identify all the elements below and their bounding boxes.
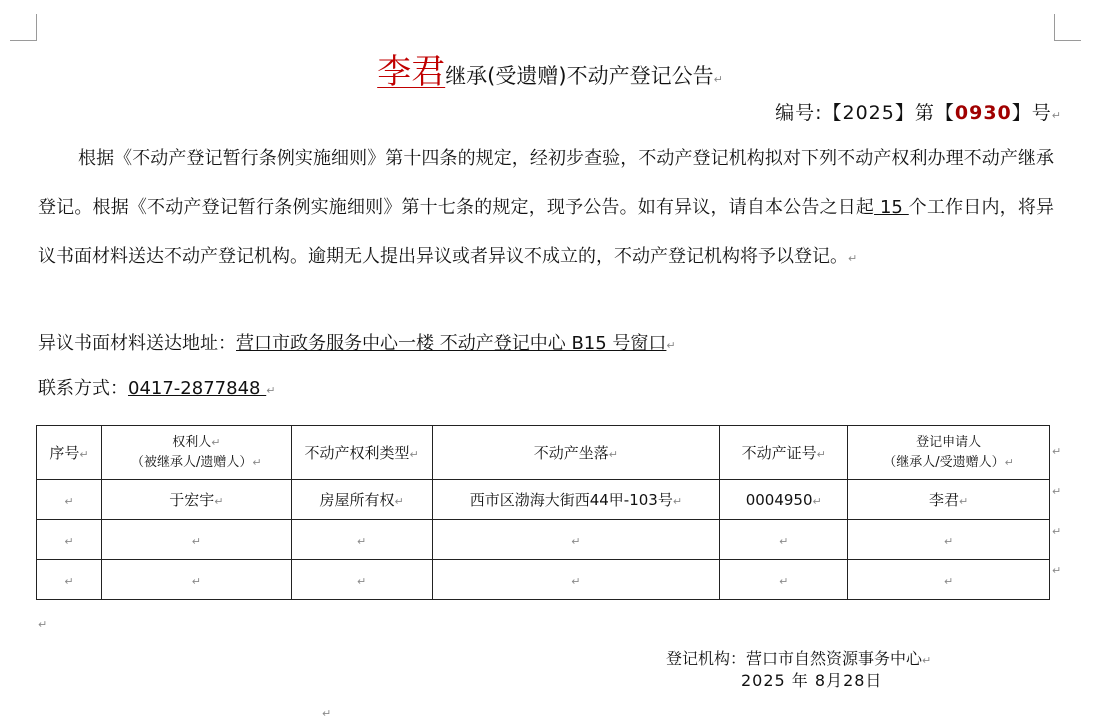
header-applicant: 登记申请人 （继承人/受遗赠人）↵ bbox=[848, 426, 1050, 480]
row-end-mark-icon: ↵ bbox=[1052, 445, 1062, 458]
empty-cell: ↵ bbox=[432, 520, 720, 560]
docno-mid: 】第【 bbox=[894, 102, 955, 124]
title-name: 李君 bbox=[377, 52, 446, 92]
docno-year: 2025 bbox=[842, 102, 895, 124]
cell-holder: 于宏宇↵ bbox=[101, 480, 291, 520]
empty-cell: ↵ bbox=[291, 520, 432, 560]
docno-number: 0930 bbox=[954, 102, 1012, 124]
table-row bbox=[37, 480, 1050, 520]
property-table bbox=[36, 425, 1050, 600]
header-holder: 权利人↵ （被继承人/遗赠人）↵ bbox=[101, 426, 291, 480]
title-text: 继承(受遗赠)不动产登记公告 bbox=[445, 64, 714, 88]
empty-cell: ↵ bbox=[848, 520, 1050, 560]
row-end-mark-icon: ↵ bbox=[1052, 485, 1062, 498]
paragraph-mark-icon: ↵ bbox=[38, 618, 48, 631]
cell-right-type: 房屋所有权↵ bbox=[291, 480, 432, 520]
page-corner-mark-top-right bbox=[1054, 14, 1081, 41]
objection-address-line bbox=[38, 329, 676, 355]
address-label: 异议书面材料送达地址： bbox=[38, 333, 236, 354]
header-cert-no: 不动产证号↵ bbox=[720, 426, 848, 480]
empty-cell: ↵ bbox=[848, 560, 1050, 600]
empty-cell: ↵ bbox=[720, 560, 848, 600]
header-location: 不动产坐落↵ bbox=[432, 426, 720, 480]
row-end-mark-icon: ↵ bbox=[1052, 564, 1062, 577]
table-row-empty bbox=[37, 560, 1050, 600]
body-text-part1: 根据《不动产登记暂行条例实施细则》第十四条的规定，经初步查验，不动产登记机构拟对下列不动产权利办理不动产继承登记。根据《不动产登记暂行条例实施细则》第十七条的规定，现予公告。如有异议，请自本公告之日起 bbox=[38, 148, 1054, 218]
empty-cell: ↵ bbox=[101, 560, 291, 600]
docno-prefix: 编号:【 bbox=[775, 102, 843, 124]
contact-label: 联系方式： bbox=[38, 378, 128, 399]
header-seq: 序号↵ bbox=[37, 426, 102, 480]
empty-cell: ↵ bbox=[720, 520, 848, 560]
table-header-row bbox=[37, 426, 1050, 480]
page-corner-mark-top-left bbox=[10, 14, 37, 41]
paragraph-mark-icon: ↵ bbox=[848, 252, 858, 265]
paragraph-mark-icon: ↵ bbox=[666, 339, 676, 352]
row-end-mark-icon: ↵ bbox=[1052, 525, 1062, 538]
empty-cell: ↵ bbox=[37, 520, 102, 560]
address-value: 营口市政务服务中心一楼 不动产登记中心 B15 号窗口 bbox=[236, 333, 667, 354]
empty-cell: ↵ bbox=[291, 560, 432, 600]
paragraph-mark-icon: ↵ bbox=[1051, 109, 1062, 122]
notice-body-paragraph bbox=[38, 134, 1054, 283]
cell-location: 西市区渤海大街西44甲-103号↵ bbox=[432, 480, 720, 520]
notice-date: 2025 年 8月28日 bbox=[741, 671, 883, 690]
registration-org: 登记机构：营口市自然资源事务中心↵ bbox=[666, 649, 932, 668]
paragraph-mark-icon: ↵ bbox=[322, 707, 332, 720]
body-text-part2: 个工作日内，将异议书面材料送达不动产登记机构。逾期无人提出异议或者异议不成立的，不动产登记机构将予以登记。 bbox=[38, 197, 1054, 267]
docno-suffix: 】号 bbox=[1011, 102, 1052, 124]
empty-cell: ↵ bbox=[101, 520, 291, 560]
cell-cert-no: 0004950↵ bbox=[720, 480, 848, 520]
document-number bbox=[775, 98, 1062, 125]
paragraph-mark-icon: ↵ bbox=[266, 384, 276, 397]
page-title bbox=[0, 44, 1100, 93]
header-right-type: 不动产权利类型↵ bbox=[291, 426, 432, 480]
empty-cell: ↵ bbox=[432, 560, 720, 600]
body-days: 15 bbox=[874, 197, 909, 218]
empty-cell: ↵ bbox=[37, 560, 102, 600]
paragraph-mark-icon: ↵ bbox=[713, 73, 723, 86]
contact-line bbox=[38, 374, 275, 400]
contact-phone: 0417-2877848 bbox=[128, 378, 267, 399]
table-row-empty bbox=[37, 520, 1050, 560]
cell-applicant: 李君↵ bbox=[848, 480, 1050, 520]
cell-seq: ↵ bbox=[37, 480, 102, 520]
